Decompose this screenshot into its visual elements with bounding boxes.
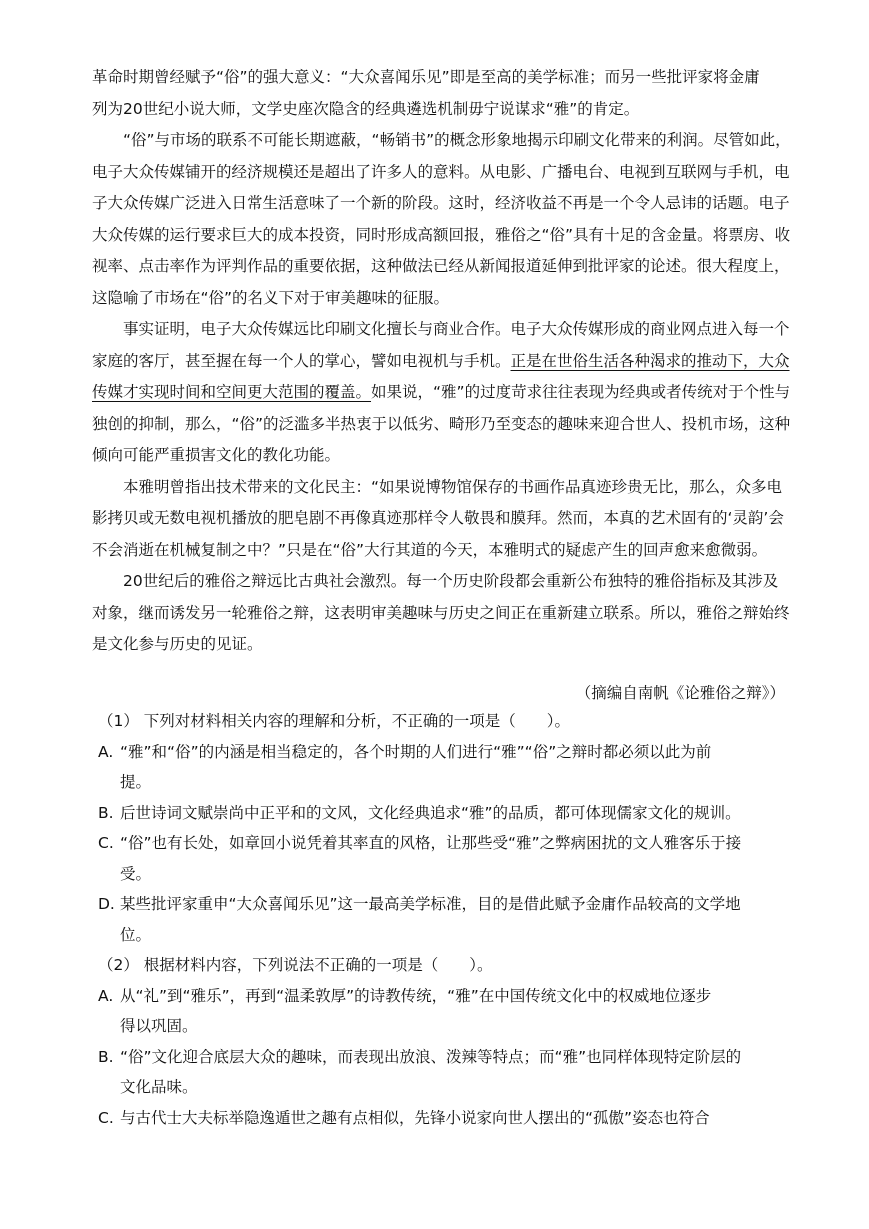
option-label: A. xyxy=(98,986,114,1005)
option-text-line-2: 提。 xyxy=(120,773,152,791)
paragraph-3-part-2: 如果说，“雅”的过度苛求往往表现为经典或者传统对于个性与独创的抑制，那么，“俗”的泛滥多半热衷于以低劣、畸形乃至变态的趣味来迎合世人、投机市场，这种倾向可能严重损害文化的教化功能。 xyxy=(92,383,791,464)
option-label: D. xyxy=(98,895,115,913)
question-2-option-c[interactable] xyxy=(98,1103,788,1134)
question-1-option-c[interactable] xyxy=(98,828,788,889)
option-text-line-2: 得以巩固。 xyxy=(120,1017,198,1035)
option-label: C. xyxy=(98,1108,114,1127)
option-text-line-1: 从“礼”到“雅乐”，再到“温柔敦厚”的诗教传统，“雅”在中国传统文化中的权威地位逐步 xyxy=(120,986,712,1005)
option-text-line-2: 文化品味。 xyxy=(120,1078,198,1096)
paragraph-4: 本雅明曾指出技术带来的文化民主：“如果说博物馆保存的书画作品真迹珍贵无比，那么，众多电影拷贝或无数电视机播放的肥皂剧不再像真迹那样令人敬畏和膜拜。然而，本真的艺术固有的‘灵韵’会不会消逝在机械复制之中？”只是在“俗”大行其道的今天，本雅明式的疑虑产生的回声愈来愈微弱。 xyxy=(92,477,784,559)
passage-body xyxy=(92,62,792,661)
question-1-option-a[interactable] xyxy=(98,737,788,798)
option-label: C. xyxy=(98,834,114,852)
question-1 xyxy=(98,706,788,950)
option-text-line-1: 与古代士大夫标举隐逸遁世之趣有点相似，先锋小说家向世人摆出的“孤傲”姿态也符合 xyxy=(120,1108,710,1127)
option-text-line-1: 后世诗词文赋崇尚中正平和的文风，文化经典追求“雅”的品质，都可体现儒家文化的规训。 xyxy=(120,803,741,822)
option-label: B. xyxy=(98,1047,114,1066)
option-text-line-1: “雅”和“俗”的内涵是相当稳定的，各个时期的人们进行“雅”“俗”之辩时都必须以此为前 xyxy=(120,742,712,761)
paragraph-2: “俗”与市场的联系不可能长期遮蔽，“畅销书”的概念形象地揭示印刷文化带来的利润。尽管如此，电子大众传媒铺开的经济规模还是超出了许多人的意料。从电影、广播电台、电视到互联网与手机，电子大众传媒广泛进入日常生活意味了一个新的阶段。这时，经济收益不再是一个令人忌讳的话题。电子大众传媒的运行要求巨大的成本投资，同时形成高额回报，雅俗之“俗”具有十足的含金量。将票房、收视率、点击率作为评判作品的重要依据，这种做法已经从新闻报道延伸到批评家的论述。很大程度上，这隐喻了市场在“俗”的名义下对于审美趣味的征服。 xyxy=(92,131,791,307)
option-text-line-1: 某些批评家重申“大众喜闻乐见”这一最高美学标准，目的是借此赋予金庸作品较高的文学地 xyxy=(120,895,741,913)
question-2-stem: （2） 根据材料内容，下列说法不正确的一项是（ ）。 xyxy=(98,956,493,974)
option-label: A. xyxy=(98,742,114,761)
paragraph-5: 20世纪后的雅俗之辩远比古典社会激烈。每一个历史阶段都会重新公布独特的雅俗指标及其涉及对象，继而诱发另一轮雅俗之辩，这表明审美趣味与历史之间正在重新建立联系。所以，雅俗之辩始终是文化参与历史的见证。 xyxy=(92,572,790,653)
question-2-option-b[interactable] xyxy=(98,1042,788,1103)
option-text-line-2: 位。 xyxy=(120,925,152,944)
question-1-option-d[interactable] xyxy=(98,889,788,950)
underlined-sentence: 正是在世俗生活各种渴求的推动下，大众传媒才实现时间和空间更大范围的覆盖。 xyxy=(92,351,790,401)
paragraph-1 xyxy=(92,62,792,125)
question-2 xyxy=(98,950,788,1133)
option-text-line-1: “俗”也有长处，如章回小说凭着其率直的风格，让那些受“雅”之弊病困扰的文人雅客乐于接 xyxy=(120,834,742,852)
question-1-option-b[interactable] xyxy=(98,798,788,829)
paragraph-1-line-2: 列为20世纪小说大师，文学史座次隐含的经典遴选机制毋宁说谋求“雅”的肯定。 xyxy=(92,99,640,118)
option-text-line-2: 受。 xyxy=(120,864,152,883)
paragraph-1-line-1: 革命时期曾经赋予“俗”的强大意义：“大众喜闻乐见”即是至高的美学标准；而另一些批评家将金庸 xyxy=(92,68,760,86)
paragraph-3 xyxy=(92,314,792,472)
question-2-option-a[interactable] xyxy=(98,981,788,1042)
option-text-line-1: “俗”文化迎合底层大众的趣味，而表现出放浪、泼辣等特点；而“雅”也同样体现特定阶层的 xyxy=(120,1047,742,1066)
source-citation: （摘编自南帆《论雅俗之辩》） xyxy=(575,684,785,702)
paragraph-3-part-1: 事实证明，电子大众传媒远比印刷文化擅长与商业合作。电子大众传媒形成的商业网点进入每一个家庭的客厅，甚至握在每一个人的掌心，譬如电视机与手机。 xyxy=(92,320,790,370)
question-1-stem: （1） 下列对材料相关内容的理解和分析，不正确的一项是（ ）。 xyxy=(98,712,571,730)
option-label: B. xyxy=(98,803,114,822)
